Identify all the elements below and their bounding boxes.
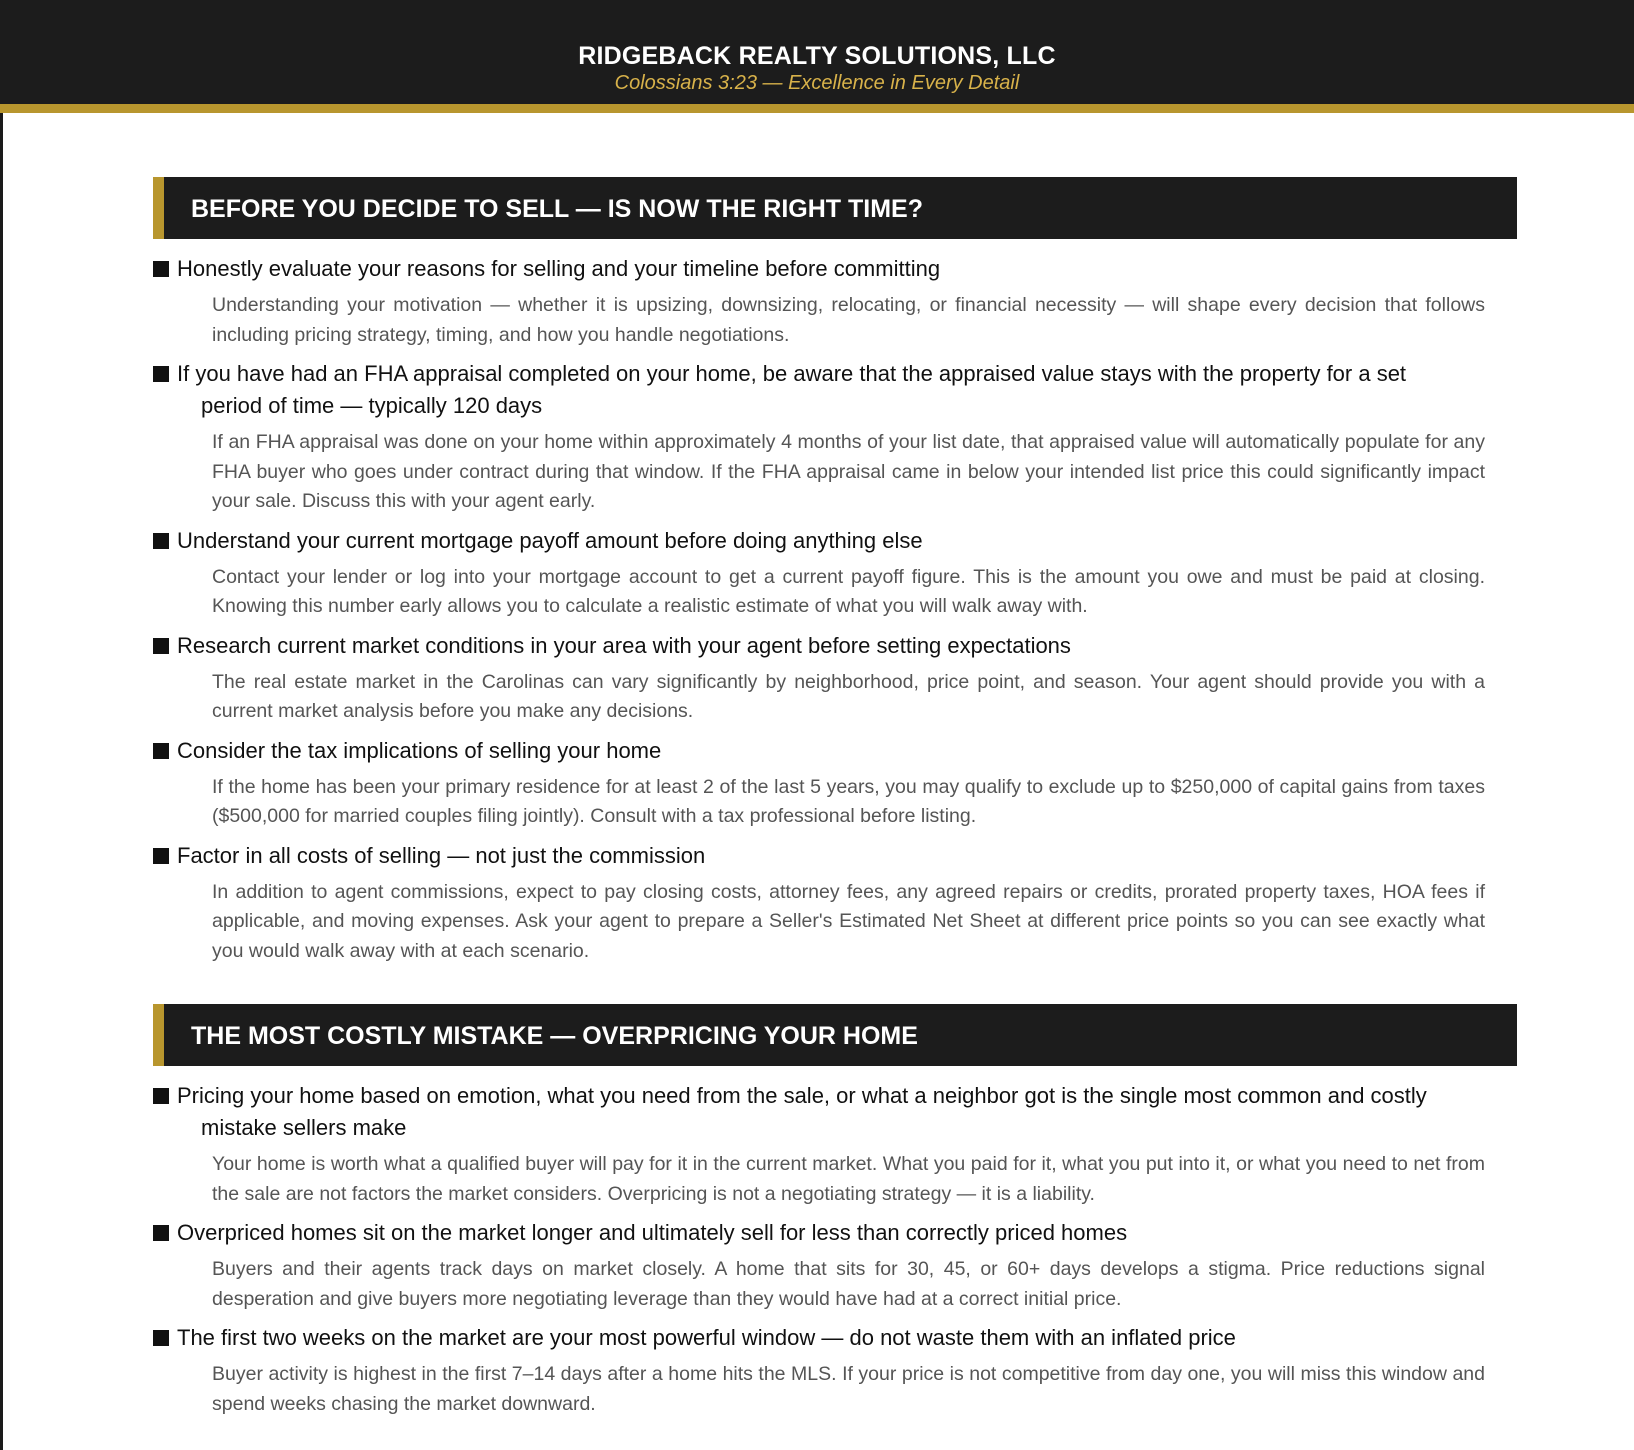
checklist-item bbox=[153, 1322, 1517, 1419]
item-title: Research current market conditions in your area with your agent before setting expectations bbox=[177, 632, 1071, 658]
item-description: Buyers and their agents track days on market closely. A home that sits for 30, 45, or 60+ days develops a stigma. Price reductions signal desperation and give buyers more negotiating leverage than they would have had at a correct initial price. bbox=[212, 1258, 1485, 1310]
checklist-item bbox=[153, 253, 1517, 350]
company-tagline: Colossians 3:23 — Excellence in Every Detail bbox=[614, 72, 1020, 94]
section-title: BEFORE YOU DECIDE TO SELL — IS NOW THE RIGHT TIME? bbox=[191, 195, 923, 223]
item-description: The real estate market in the Carolinas can vary significantly by neighborhood, price point, and season. Your agent should provide you with a current market analysis before you make any decisions. bbox=[212, 670, 1485, 722]
item-title: Pricing your home based on emotion, what you need from the sale, or what a neighbor got is the single most common and costly mistake sellers make bbox=[177, 1083, 1427, 1140]
item-description: Buyer activity is highest in the first 7–14 days after a home hits the MLS. If your price is not competitive from day one, you will miss this window and spend weeks chasing the market downward. bbox=[212, 1363, 1485, 1415]
company-name: RIDGEBACK REALTY SOLUTIONS, LLC bbox=[578, 42, 1056, 70]
square-bullet-icon bbox=[153, 1330, 169, 1346]
square-bullet-icon bbox=[153, 533, 169, 549]
item-title: Honestly evaluate your reasons for selling and your timeline before committing bbox=[177, 256, 941, 281]
item-description: Your home is worth what a qualified buyer will pay for it in the current market. What you paid for it, what you put into it, or what you need to net from the sale are not factors the market considers. Overpricing is not a negotiating strategy — it is a liability. bbox=[212, 1153, 1485, 1205]
square-bullet-icon bbox=[153, 1088, 169, 1104]
square-bullet-icon bbox=[153, 261, 169, 277]
item-description: If the home has been your primary residence for at least 2 of the last 5 years, you may qualify to exclude up to $250,000 of capital gains from taxes ($500,000 for married couples filing jointly). Consult with a tax professional before listing. bbox=[212, 775, 1485, 827]
item-description: Contact your lender or log into your mortgage account to get a current payoff figure. This is the amount you owe and must be paid at closing. Knowing this number early allows you to calculate a realistic estimate of what you will walk away with. bbox=[212, 565, 1485, 617]
item-description: In addition to agent commissions, expect to pay closing costs, attorney fees, any agreed repairs or credits, prorated property taxes, HOA fees if applicable, and moving expenses. Ask your agent to prepare a Seller's Estimated Net Sheet at different price points so you can see exactly what you would walk away with at each scenario. bbox=[212, 880, 1485, 962]
item-description: If an FHA appraisal was done on your home within approximately 4 months of your list date, that appraised value will automatically populate for any FHA buyer who goes under contract during that window. If the FHA appraisal came in below your intended list price this could significantly impact your sale. Discuss this with your agent early. bbox=[212, 431, 1485, 512]
checklist-item bbox=[153, 735, 1517, 832]
section-header-overpricing bbox=[153, 1004, 1517, 1066]
item-title: The first two weeks on the market are your most powerful window — do not waste them with an inflated price bbox=[177, 1325, 1236, 1350]
checklist-item bbox=[153, 840, 1517, 967]
checklist-item bbox=[153, 1080, 1517, 1209]
item-title: Consider the tax implications of selling your home bbox=[177, 737, 662, 763]
square-bullet-icon bbox=[153, 848, 169, 864]
checklist-item bbox=[153, 1217, 1517, 1314]
checklist-item bbox=[153, 525, 1517, 622]
square-bullet-icon bbox=[153, 638, 169, 654]
checklist-item bbox=[153, 358, 1517, 517]
square-bullet-icon bbox=[153, 743, 169, 759]
section-header-right-time bbox=[153, 177, 1517, 239]
square-bullet-icon bbox=[153, 366, 169, 382]
section-title: THE MOST COSTLY MISTAKE — OVERPRICING YOUR HOME bbox=[191, 1022, 918, 1050]
item-title: Factor in all costs of selling — not just the commission bbox=[177, 842, 706, 868]
item-description: Understanding your motivation — whether it is upsizing, downsizing, relocating, or financial necessity — will shape every decision that follows including pricing strategy, timing, and how you handle negotiations. bbox=[212, 294, 1485, 346]
document-body bbox=[153, 177, 1517, 1427]
item-title: If you have had an FHA appraisal completed on your home, be aware that the appraised value stays with the property for a set period of time — typically 120 days bbox=[177, 361, 1407, 418]
checklist-item bbox=[153, 630, 1517, 727]
header-accent-rule bbox=[0, 104, 1634, 113]
item-title: Overpriced homes sit on the market longer and ultimately sell for less than correctly priced homes bbox=[177, 1220, 1128, 1245]
item-title: Understand your current mortgage payoff amount before doing anything else bbox=[177, 527, 923, 553]
page-header bbox=[0, 0, 1634, 104]
square-bullet-icon bbox=[153, 1225, 169, 1241]
